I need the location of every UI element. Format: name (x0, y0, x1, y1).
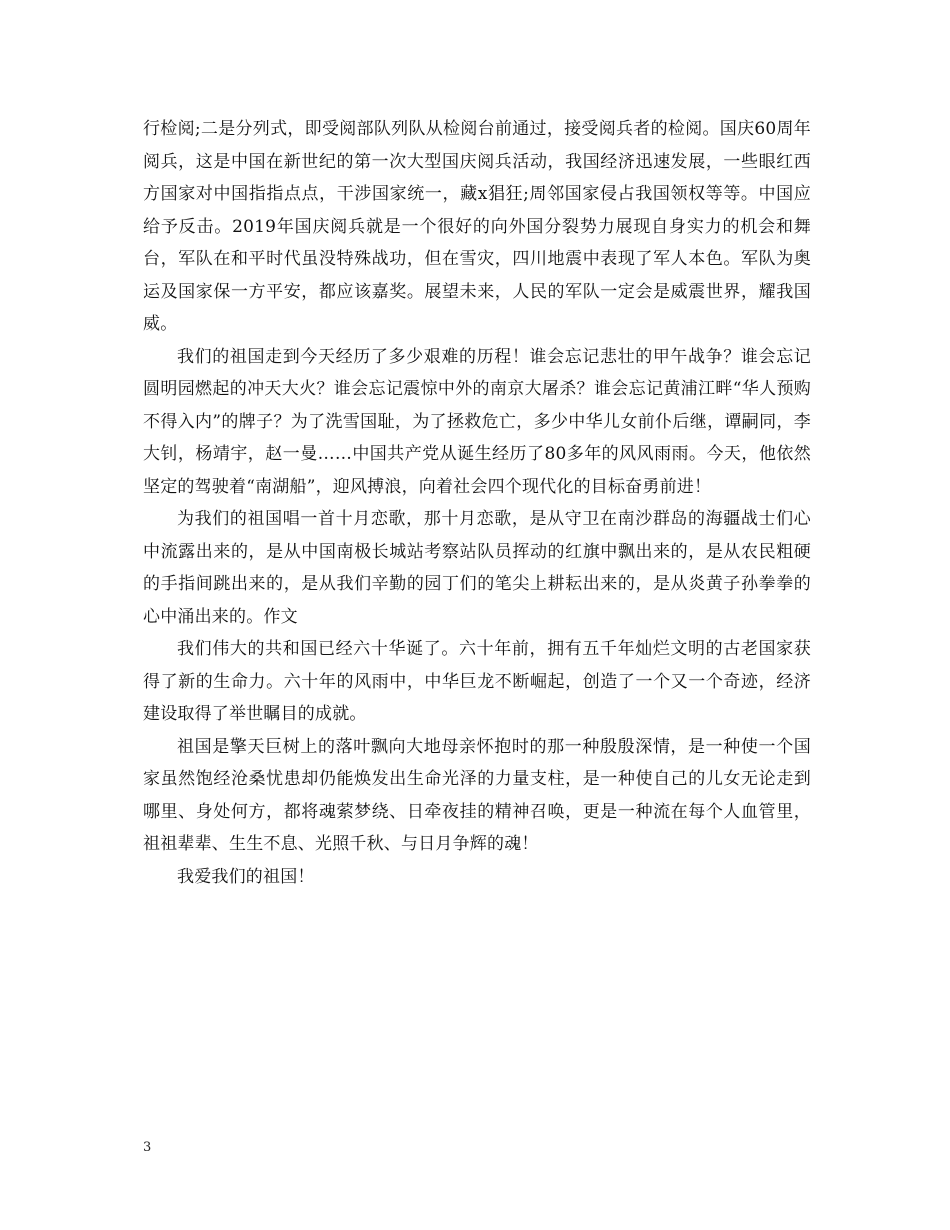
document-body (143, 113, 811, 893)
paragraph-4: 我们伟大的共和国已经六十华诞了。六十年前，拥有五千年灿烂文明的古老国家获得了新的生命力。六十年的风雨中，中华巨龙不断崛起，创造了一个又一个奇迹，经济建设取得了举世瞩目的成就。 (143, 639, 811, 724)
paragraph-3: 为我们的祖国唱一首十月恋歌，那十月恋歌，是从守卫在南沙群岛的海疆战士们心中流露出来的，是从中国南极长城站考察站队员挥动的红旗中飘出来的，是从农民粗硬的手指间跳出来的，是从我们辛勤的园丁们的笔尖上耕耘出来的，是从炎黄子孙拳拳的心中涌出来的。作文 (143, 509, 811, 627)
page-number: 3 (143, 1140, 152, 1155)
paragraph-5: 祖国是擎天巨树上的落叶飘向大地母亲怀抱时的那一种殷殷深情，是一种使一个国家虽然饱经沧桑忧患却仍能焕发出生命光泽的力量支柱，是一种使自己的儿女无论走到哪里、身处何方，都将魂萦梦绕、日牵夜挂的精神召唤，更是一种流在每个人血管里，祖祖辈辈、生生不息、光照千秋、与日月争辉的魂！ (143, 736, 811, 854)
paragraph-2: 我们的祖国走到今天经历了多少艰难的历程！谁会忘记悲壮的甲午战争？谁会忘记圆明园燃起的冲天大火？谁会忘记震惊中外的南京大屠杀？谁会忘记黄浦江畔“华人预购不得入内”的牌子？为了洗雪国耻，为了拯救危亡，多少中华儿女前仆后继，谭嗣同，李大钊，杨靖宇，赵一曼……中国共产党从诞生经历了80多年的风风雨雨。今天，他依然坚定的驾驶着“南湖船”，迎风搏浪，向着社会四个现代化的目标奋勇前进！ (143, 346, 811, 497)
paragraph-6: 我爱我们的祖国！ (177, 866, 315, 887)
paragraph-1: 行检阅;二是分列式，即受阅部队列队从检阅台前通过，接受阅兵者的检阅。国庆60周年阅兵，这是中国在新世纪的第一次大型国庆阅兵活动，我国经济迅速发展，一些眼红西方国家对中国指指点点，干涉国家统一，藏x猖狂;周邻国家侵占我国领权等等。中国应给予反击。2019年国庆阅兵就是一个很好的向外国分裂势力展现自身实力的机会和舞台，军队在和平时代虽没特殊战功，但在雪灾，四川地震中表现了军人本色。军队为奥运及国家保一方平安，都应该嘉奖。展望未来，人民的军队一定会是威震世界，耀我国威。 (143, 119, 811, 334)
